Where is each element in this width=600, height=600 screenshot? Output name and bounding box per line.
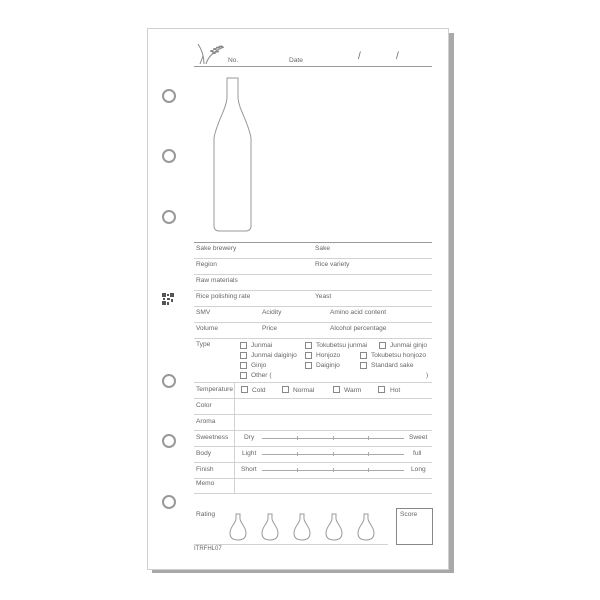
- smv-label: SMV: [196, 309, 211, 316]
- date-separator: /: [396, 51, 399, 62]
- date-label: Date: [289, 57, 303, 64]
- temperature-checkbox[interactable]: [378, 386, 385, 393]
- scale-tick: [368, 436, 369, 440]
- scale-tick: [297, 468, 298, 472]
- amino-acid-label: Amino acid content: [330, 309, 387, 316]
- temperature-option-label: Cold: [252, 387, 266, 394]
- tokkuri-icon: [326, 514, 342, 540]
- qr-code-icon: [162, 293, 174, 305]
- date-separator: /: [358, 51, 361, 62]
- table-rule: [194, 338, 432, 339]
- table-rule: [194, 290, 432, 291]
- type-option-label: Honjozo: [316, 352, 341, 359]
- rating-tokkuri-row: [228, 513, 388, 541]
- type-checkbox[interactable]: [240, 352, 247, 359]
- sake-brewery-label: Sake brewery: [196, 245, 237, 252]
- type-checkbox[interactable]: [240, 362, 247, 369]
- finish-left-label: Short: [241, 466, 257, 473]
- type-option-label: Daiginjo: [316, 362, 340, 369]
- scale-tick: [297, 452, 298, 456]
- body-right-label: full: [413, 450, 422, 457]
- binder-hole: [162, 210, 176, 224]
- sweetness-left-label: Dry: [244, 434, 255, 441]
- header-rule: [194, 66, 432, 67]
- region-label: Region: [196, 261, 217, 268]
- binder-hole: [162, 495, 176, 509]
- temperature-option-label: Hot: [390, 387, 401, 394]
- product-code: ITRFHL07: [194, 546, 222, 552]
- price-label: Price: [262, 325, 278, 332]
- table-rule: [194, 462, 432, 463]
- type-option-label: Junmai ginjo: [390, 342, 428, 349]
- table-rule: [194, 414, 432, 415]
- rating-label: Rating: [196, 511, 216, 518]
- temperature-checkbox[interactable]: [333, 386, 340, 393]
- table-rule: [194, 398, 432, 399]
- rice-plant-icon: [194, 41, 230, 65]
- scale-tick: [333, 452, 334, 456]
- acidity-label: Acidity: [262, 309, 282, 316]
- body-left-label: Light: [242, 450, 257, 457]
- sweetness-right-label: Sweet: [409, 434, 428, 441]
- type-option-label: Standard sake: [371, 362, 414, 369]
- table-rule: [194, 322, 432, 323]
- type-checkbox[interactable]: [240, 342, 247, 349]
- memo-label: Memo: [196, 480, 215, 487]
- tokkuri-icon: [294, 514, 310, 540]
- refill-page: [147, 28, 449, 570]
- volume-label: Volume: [196, 325, 218, 332]
- temperature-checkbox[interactable]: [241, 386, 248, 393]
- temperature-label: Temperature: [196, 386, 234, 393]
- type-checkbox[interactable]: [305, 352, 312, 359]
- aroma-label: Aroma: [196, 418, 216, 425]
- scale-tick: [297, 436, 298, 440]
- type-other-close: ): [426, 372, 429, 379]
- score-label: Score: [400, 511, 418, 518]
- scale-tick: [368, 452, 369, 456]
- binder-hole: [162, 89, 176, 103]
- temperature-option-label: Warm: [344, 387, 362, 394]
- type-checkbox[interactable]: [305, 362, 312, 369]
- type-option-label: Junmai daiginjo: [251, 352, 297, 359]
- binder-hole: [162, 434, 176, 448]
- tokkuri-icon: [262, 514, 278, 540]
- type-checkbox[interactable]: [379, 342, 386, 349]
- rice-polishing-rate-label: Rice polishing rate: [196, 293, 251, 300]
- raw-materials-label: Raw materials: [196, 277, 238, 284]
- sake-bottle-icon: [208, 76, 258, 232]
- table-rule: [194, 382, 432, 383]
- table-rule: [194, 493, 432, 494]
- type-other-label: Other (: [251, 372, 272, 379]
- body-label: Body: [196, 450, 212, 457]
- binder-hole: [162, 374, 176, 388]
- table-rule: [194, 478, 432, 479]
- alcohol-percentage-label: Alcohol percentage: [330, 325, 387, 332]
- temperature-checkbox[interactable]: [282, 386, 289, 393]
- type-option-label: Tokubetsu honjozo: [371, 352, 426, 359]
- temperature-option-label: Normal: [293, 387, 315, 394]
- finish-right-label: Long: [411, 466, 426, 473]
- tokkuri-icon: [358, 514, 374, 540]
- table-rule: [194, 306, 432, 307]
- rice-variety-label: Rice variety: [315, 261, 350, 268]
- table-rule: [194, 274, 432, 275]
- table-rule: [194, 258, 432, 259]
- number-label: No.: [228, 57, 239, 64]
- scale-tick: [333, 468, 334, 472]
- type-checkbox[interactable]: [360, 362, 367, 369]
- sake-label: Sake: [315, 245, 331, 252]
- color-label: Color: [196, 402, 212, 409]
- binder-hole: [162, 149, 176, 163]
- scale-tick: [368, 468, 369, 472]
- type-option-label: Tokubetsu junmai: [316, 342, 368, 349]
- yeast-label: Yeast: [315, 293, 332, 300]
- table-rule: [194, 242, 432, 243]
- type-label: Type: [196, 341, 211, 348]
- table-rule: [194, 446, 432, 447]
- table-rule: [194, 430, 432, 431]
- type-checkbox-other[interactable]: [240, 372, 247, 379]
- type-option-label: Junmai: [251, 342, 273, 349]
- finish-label: Finish: [196, 466, 214, 473]
- type-option-label: Ginjo: [251, 362, 267, 369]
- sweetness-label: Sweetness: [196, 434, 229, 441]
- scale-tick: [333, 436, 334, 440]
- tokkuri-icon: [230, 514, 246, 540]
- type-checkbox[interactable]: [305, 342, 312, 349]
- rating-rule: [194, 544, 388, 545]
- type-checkbox[interactable]: [360, 352, 367, 359]
